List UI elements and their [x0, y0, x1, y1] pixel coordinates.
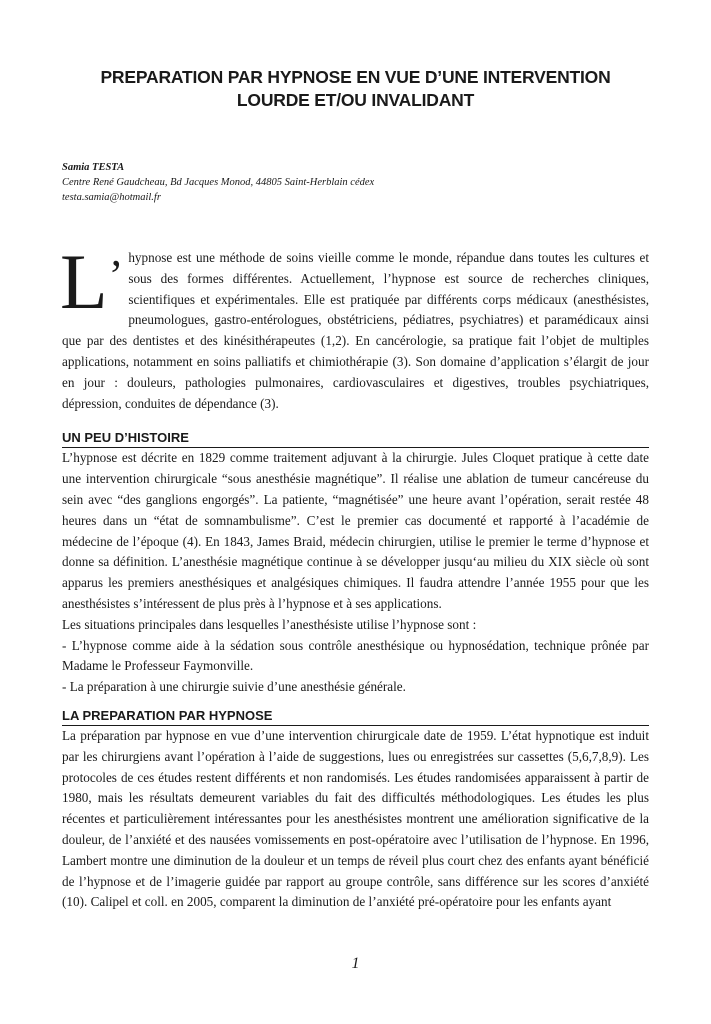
intro-text: hypnose est une méthode de soins vieille comme le monde, répandue dans toutes les cultures et sous des formes différentes. Actuellement, l’hypnose est source de recherches cliniques, scientifiques et expérimentales. Elle est pratiquée par différents corps médicaux (anesthésistes, pneumologues, gastro-entérologues, obstétriciens, pédiatres, psychiatres) et paramédicaux ainsi que par des dentistes et des kinésithérapeutes (1,2). En cancérologie, sa pratique fait l’objet de multiples applications, notamment en soins palliatifs et chimiothérapie (3). Son domaine d’application s’élargit de jour en jour : douleurs, pathologies pulmonaires, cardiovasculaires et digestives, troubles psychiatriques, dépression, conduites de dépendance (3).	[62, 250, 649, 411]
histoire-list-item-1: - L’hypnose comme aide à la sédation sous contrôle anesthésique ou hypnosédation, technique prônée par Madame le Professeur Faymonville.	[62, 637, 649, 674]
document-title	[62, 66, 649, 112]
author-affiliation: Centre René Gaudcheau, Bd Jacques Monod, 44805 Saint-Herblain cédex	[62, 177, 375, 188]
drop-cap-letter: L	[60, 238, 109, 325]
intro-paragraph	[60, 238, 649, 414]
title-line-1: PREPARATION PAR HYPNOSE EN VUE D’UNE INTERVENTION	[100, 67, 611, 87]
document-page	[62, 66, 649, 913]
drop-cap-apostrophe: ’	[108, 251, 125, 300]
histoire-paragraph-1: L’hypnose est décrite en 1829 comme traitement adjuvant à la chirurgie. Jules Cloquet pratique à cette date une intervention chirurgicale “sous anesthésie magnétique”. Il réalise une ablation de tumeur cancéreuse du sein avec “des ganglions engorgés”. La patiente, “magnétisée” une heure avant l’opération, serait restée 48 heures dans un “état de somnambulisme”. C’est le premier cas documenté et rapporté à l’académie de médecine de l’époque (4). En 1843, James Braid, médecin chirurgien, utilise le premier le terme d’hypnose et donne sa définition. L’anesthésie magnétique continue à se développer jusqu‘au milieu du XIX siècle où sont apparus les premiers anesthésiques et analgésiques chimiques. Il faudra attendre l’année 1955 pour que les anesthésistes s’intéressent de plus près à l’hypnose et à ses applications.	[62, 450, 649, 611]
preparation-paragraph-1: La préparation par hypnose en vue d’une intervention chirurgicale date de 1959. L’état hypnotique est induit par les chirurgiens avant l’opération à l’aide de suggestions, lues ou enregistrées sur cassettes (5,6,7,8,9). Les protocoles de ces études restent différents et non randomisés. Les études randomisées apparaissent à partir de 1980, mais les résultats demeurent variables du fait des difficultés méthodologiques. Les études les plus récentes et particulièrement intéressantes pour les anesthésistes montrent une amélioration significative de la douleur, de l’anxiété et des nausées vomissements en post-opératoire avec l’utilisation de l’hypnose. En 1996, Lambert montre une diminution de la douleur et un temps de réveil plus court chez des enfants ayant bénéficié de l’hypnose et de l’imagerie guidée par rapport au groupe contrôle, sans différence sur les scores d’anxiété (10). Calipel et coll. en 2005, comparent la diminution de l’anxiété pré-opératoire pour les enfants ayant	[62, 727, 649, 910]
title-line-2: LOURDE ET/OU INVALIDANT	[236, 90, 475, 110]
drop-cap	[60, 238, 125, 325]
histoire-paragraph-2: Les situations principales dans lesquelles l’anesthésiste utilise l’hypnose sont :	[62, 616, 477, 632]
author-email: testa.samia@hotmail.fr	[62, 192, 161, 203]
section-heading-preparation: LA PREPARATION PAR HYPNOSE	[62, 708, 649, 726]
section-heading-histoire: UN PEU D’HISTOIRE	[62, 430, 649, 448]
author-name: Samia TESTA	[62, 162, 125, 173]
author-block	[62, 160, 649, 205]
page-number: 1	[351, 955, 360, 972]
histoire-list-item-2: - La préparation à une chirurgie suivie d’une anesthésie générale.	[62, 679, 406, 695]
